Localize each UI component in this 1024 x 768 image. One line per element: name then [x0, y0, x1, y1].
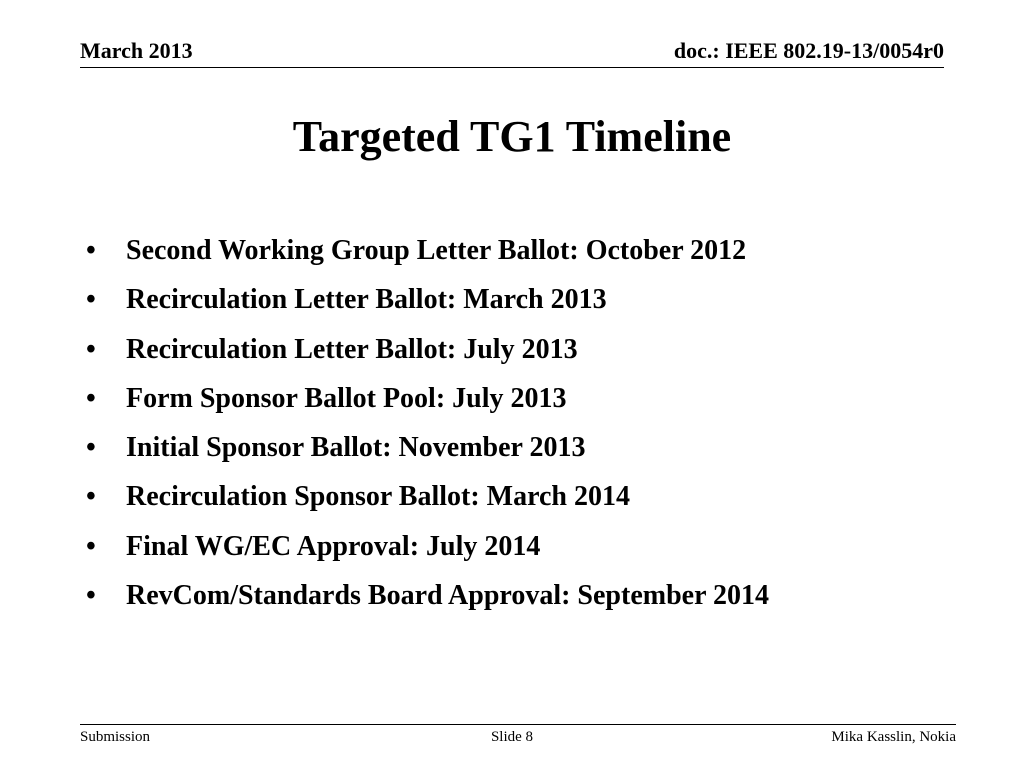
- bullet-item: [86, 472, 769, 521]
- bullet-text: Recirculation Sponsor Ballot: March 2014: [126, 481, 630, 513]
- bullet-item: [86, 423, 769, 472]
- bullet-icon: •: [86, 235, 96, 266]
- header-doc-id: doc.: IEEE 802.19-13/0054r0: [673, 38, 944, 63]
- bullet-text: Final WG/EC Approval: July 2014: [126, 530, 541, 562]
- bullet-text: Initial Sponsor Ballot: November 2013: [126, 432, 586, 464]
- footer-submission-label: Submission: [80, 729, 151, 745]
- bullet-item: [86, 571, 769, 620]
- bullet-text: RevCom/Standards Board Approval: September 2014: [126, 580, 770, 612]
- bullet-icon: •: [86, 432, 96, 464]
- bullet-icon: •: [86, 530, 96, 562]
- bullet-text: Recirculation Letter Ballot: July 2013: [126, 333, 578, 365]
- slide-title: Targeted TG1 Timeline: [292, 112, 732, 161]
- bullet-icon: •: [86, 481, 96, 513]
- bullet-icon: •: [86, 382, 96, 414]
- footer-author: Mika Kasslin, Nokia: [831, 729, 956, 745]
- bullet-icon: •: [86, 580, 96, 612]
- footer-divider: [80, 724, 956, 725]
- bullet-icon: •: [86, 333, 96, 365]
- header-divider: [80, 67, 944, 68]
- bullet-text: Form Sponsor Ballot Pool: July 2013: [126, 382, 567, 414]
- bullet-text: Second Working Group Letter Ballot: October 2012: [126, 235, 747, 266]
- timeline-bullet-list: [86, 226, 769, 620]
- bullet-item: [86, 325, 769, 374]
- bullet-item: [86, 374, 769, 423]
- footer-slide-number: Slide 8: [490, 729, 534, 745]
- header-date: March 2013: [80, 38, 193, 63]
- bullet-text: Recirculation Letter Ballot: March 2013: [126, 284, 607, 316]
- bullet-icon: •: [86, 284, 96, 316]
- bullet-item: [86, 522, 769, 571]
- bullet-item: [86, 275, 769, 324]
- bullet-item: [86, 226, 769, 275]
